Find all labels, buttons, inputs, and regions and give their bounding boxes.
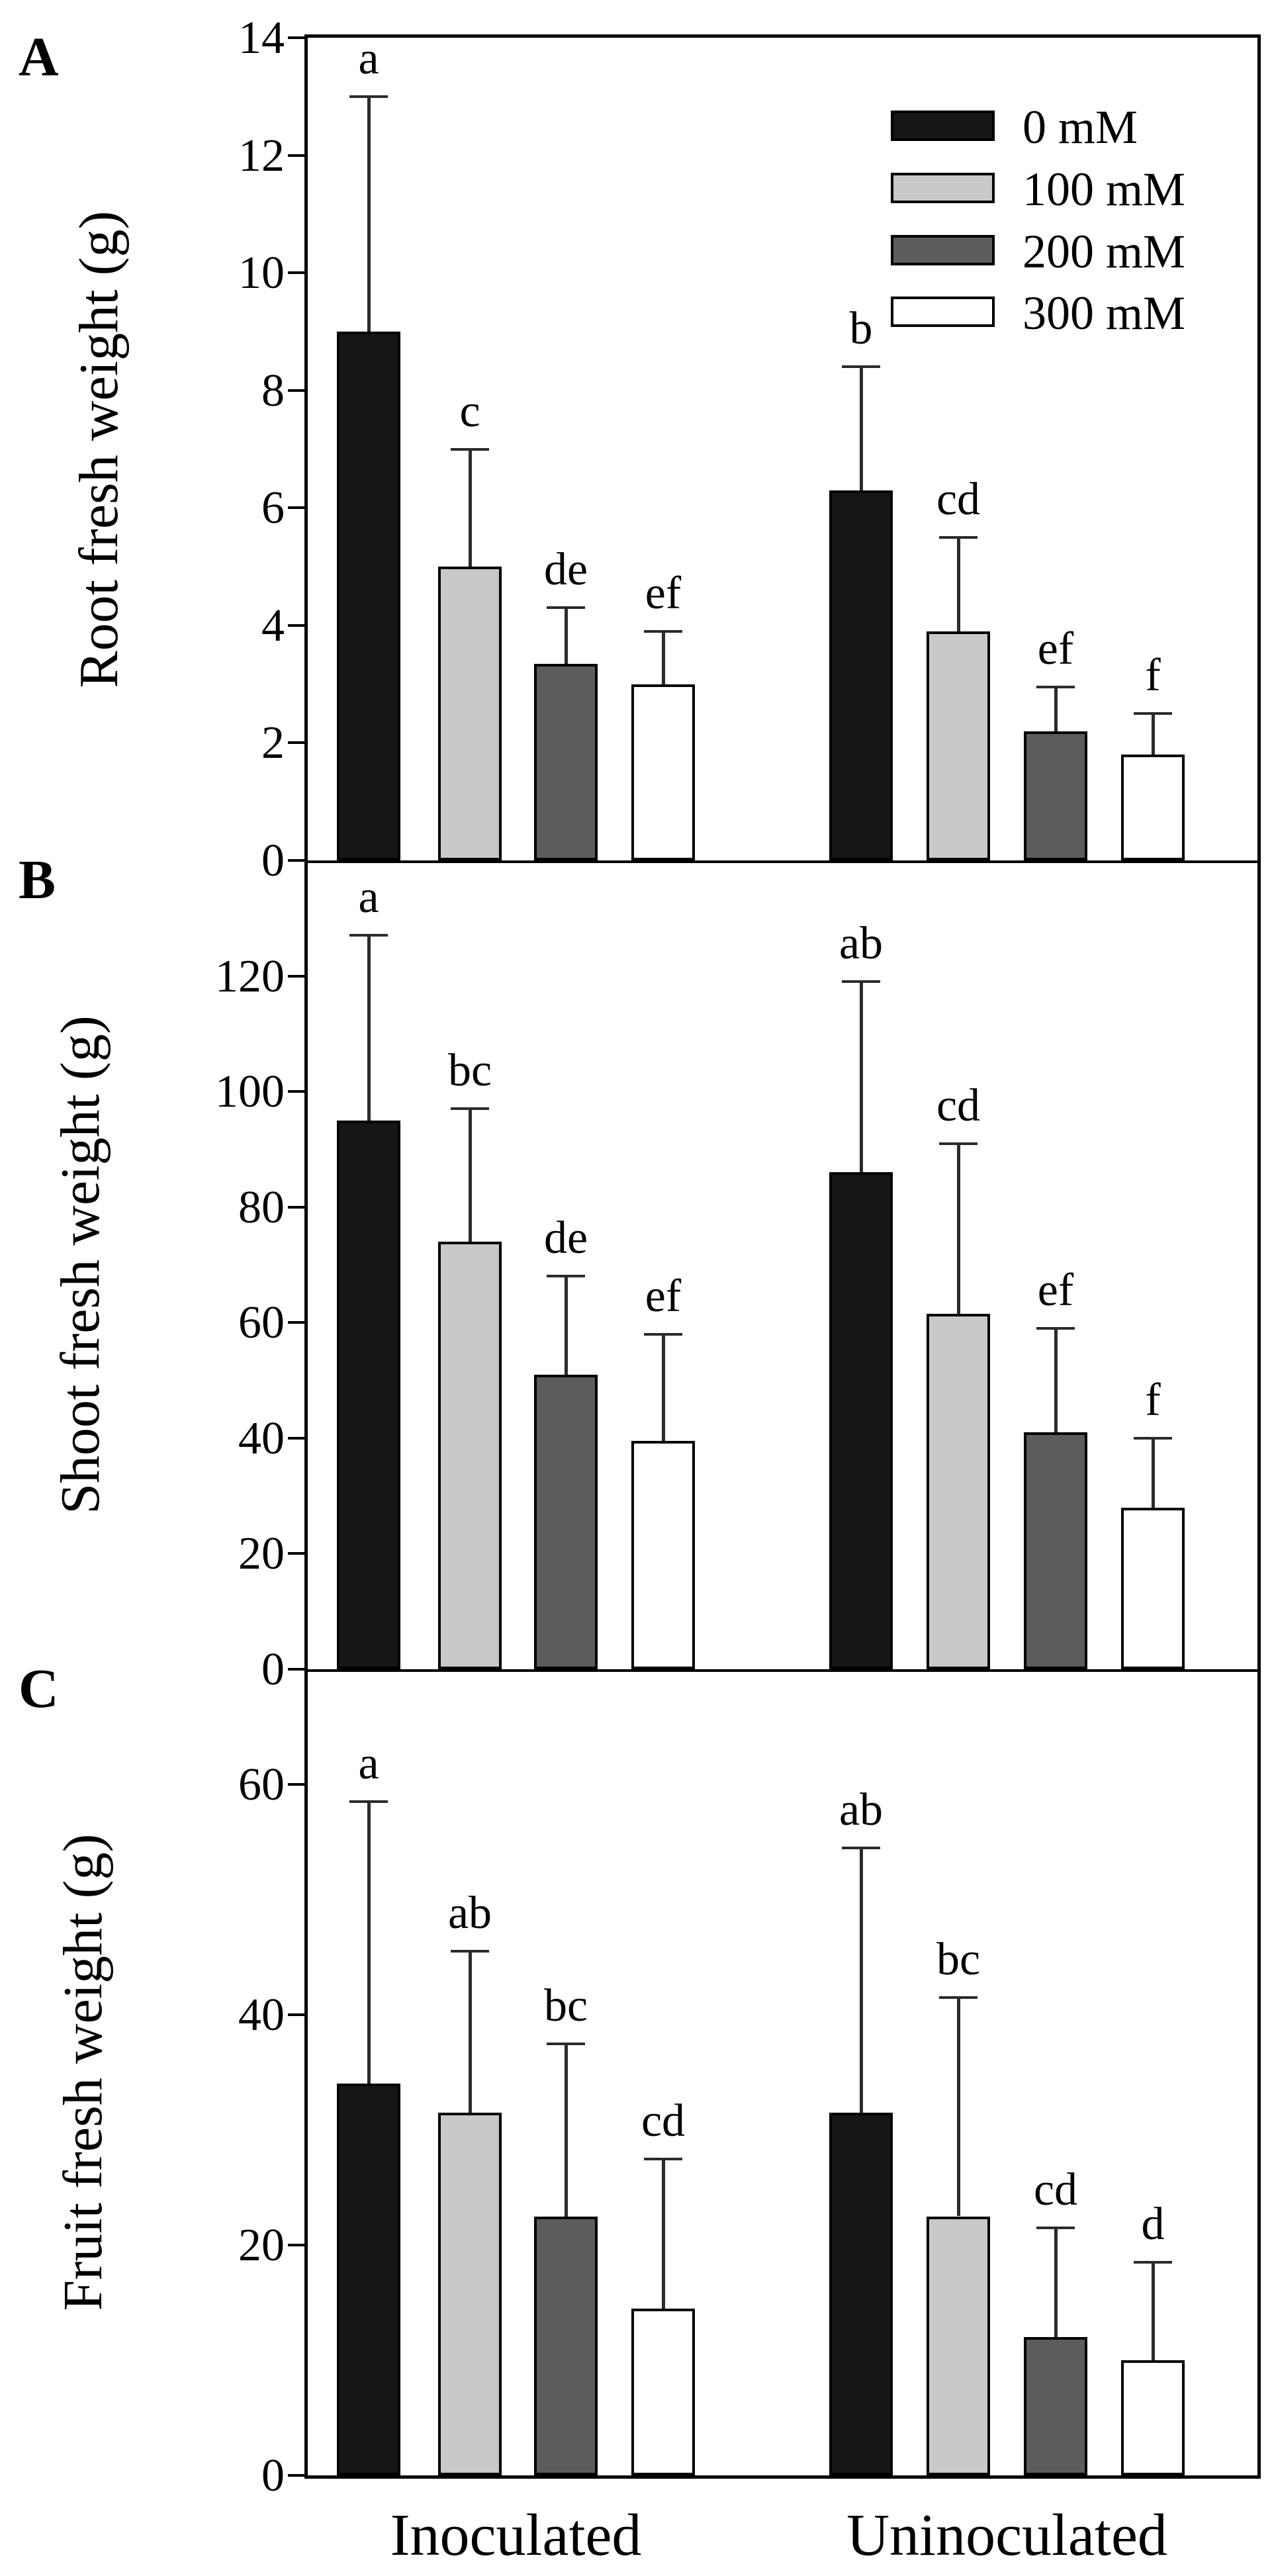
significance-letter: ab xyxy=(839,918,884,970)
y-axis-title: Shoot fresh weight (g) xyxy=(50,1015,111,1514)
y-tick-label: 4 xyxy=(261,600,285,651)
bar xyxy=(829,2113,893,2475)
bar xyxy=(438,2113,502,2475)
bar xyxy=(1121,1508,1185,1669)
y-tick-label: 20 xyxy=(238,1528,285,1580)
y-tick xyxy=(288,975,308,978)
error-bar-line xyxy=(1152,713,1155,755)
bar xyxy=(631,2309,695,2475)
significance-letter: de xyxy=(543,544,588,596)
bar xyxy=(927,1314,990,1669)
x-axis-line xyxy=(304,2475,1261,2478)
error-bar-cap xyxy=(842,365,880,368)
x-category-label: Uninoculated xyxy=(846,2503,1167,2568)
y-tick xyxy=(288,1437,308,1440)
error-bar-cap xyxy=(842,1847,880,1849)
y-tick xyxy=(288,506,308,509)
bar xyxy=(534,1375,598,1669)
significance-letter: cd xyxy=(1033,2164,1078,2215)
bar xyxy=(1024,1432,1087,1669)
significance-letter: bc xyxy=(936,1933,981,1985)
legend-swatch xyxy=(891,173,995,203)
error-bar-cap xyxy=(1134,2261,1172,2264)
error-bar-line xyxy=(957,537,960,631)
error-bar-cap xyxy=(939,536,977,539)
error-bar-cap xyxy=(451,448,489,451)
y-tick-label: 12 xyxy=(238,130,285,181)
y-tick xyxy=(288,1090,308,1093)
y-tick-label: 0 xyxy=(261,2450,285,2501)
bar xyxy=(337,2084,400,2475)
legend-label: 100 mM xyxy=(1022,163,1186,216)
significance-letter: ef xyxy=(1037,623,1074,675)
error-bar-line xyxy=(1152,2262,1155,2360)
y-tick xyxy=(288,1552,308,1555)
y-tick-label: 0 xyxy=(261,1644,285,1695)
significance-letter: cd xyxy=(641,2095,686,2146)
significance-letter: de xyxy=(543,1213,588,1264)
y-tick-label: 40 xyxy=(238,1990,285,2041)
error-bar-cap xyxy=(939,1996,977,1999)
error-bar-cap xyxy=(1134,1437,1172,1440)
error-bar-cap xyxy=(451,1107,489,1110)
y-axis-title: Fruit fresh weight (g) xyxy=(52,1833,114,2311)
y-tick xyxy=(288,154,308,157)
error-bar-line xyxy=(662,2159,665,2309)
error-bar-line xyxy=(1152,1438,1155,1508)
legend-swatch xyxy=(891,235,995,265)
bar xyxy=(1121,2360,1185,2475)
significance-letter: f xyxy=(1145,1374,1161,1426)
y-tick-label: 0 xyxy=(261,835,285,886)
significance-letter: bc xyxy=(543,1980,588,2031)
error-bar-line xyxy=(860,367,863,490)
legend-label: 0 mM xyxy=(1022,101,1138,154)
significance-letter: ef xyxy=(1037,1265,1074,1316)
bar xyxy=(1024,2337,1087,2475)
x-category-label: Inoculated xyxy=(390,2503,642,2568)
panel-divider xyxy=(304,1669,1261,1672)
legend-label: 200 mM xyxy=(1022,225,1186,278)
panel-label-B: B xyxy=(19,849,56,911)
significance-letter: b xyxy=(849,303,873,355)
y-tick-label: 60 xyxy=(238,1297,285,1349)
y-tick-label: 8 xyxy=(261,365,285,416)
bar xyxy=(1121,755,1185,860)
y-tick xyxy=(288,741,308,744)
y-tick-label: 40 xyxy=(238,1412,285,1464)
error-bar-cap xyxy=(644,630,682,633)
bar xyxy=(337,1121,400,1669)
bar xyxy=(1024,731,1087,860)
y-tick-label: 60 xyxy=(238,1759,285,1810)
bar xyxy=(631,684,695,860)
error-bar-line xyxy=(367,1802,371,2084)
y-tick xyxy=(288,271,308,274)
legend-label: 300 mM xyxy=(1022,287,1186,340)
error-bar-line xyxy=(860,982,863,1172)
error-bar-cap xyxy=(1134,712,1172,715)
significance-letter: c xyxy=(459,385,480,437)
y-tick-label: 20 xyxy=(238,2220,285,2271)
significance-letter: bc xyxy=(447,1045,492,1097)
y-tick xyxy=(288,1206,308,1209)
error-bar-cap xyxy=(451,1950,489,1953)
y-tick-label: 2 xyxy=(261,717,285,769)
significance-letter: d xyxy=(1141,2199,1165,2250)
error-bar-cap xyxy=(644,1333,682,1336)
error-bar-line xyxy=(662,1334,665,1441)
significance-letter: a xyxy=(358,872,379,923)
panel-label-A: A xyxy=(19,26,59,88)
y-tick xyxy=(288,389,308,392)
error-bar-cap xyxy=(842,980,880,983)
bar xyxy=(927,2217,990,2476)
legend-swatch xyxy=(891,297,995,327)
bar xyxy=(534,2217,598,2476)
error-bar-line xyxy=(367,97,371,332)
legend-swatch xyxy=(891,111,995,141)
error-bar-cap xyxy=(349,95,388,98)
error-bar-cap xyxy=(349,1800,388,1803)
bar xyxy=(631,1441,695,1669)
significance-letter: f xyxy=(1145,650,1161,702)
error-bar-cap xyxy=(547,2043,585,2045)
error-bar-line xyxy=(469,1951,472,2113)
error-bar-line xyxy=(662,631,665,684)
y-tick-label: 120 xyxy=(215,950,285,1002)
y-tick-label: 80 xyxy=(238,1181,285,1233)
y-tick xyxy=(288,2013,308,2016)
y-tick-label: 100 xyxy=(215,1066,285,1118)
significance-letter: cd xyxy=(936,473,981,525)
error-bar-cap xyxy=(349,934,388,937)
significance-letter: ab xyxy=(447,1888,492,1939)
y-tick xyxy=(288,624,308,627)
significance-letter: a xyxy=(358,1738,379,1790)
error-bar-cap xyxy=(644,2158,682,2160)
significance-letter: cd xyxy=(936,1080,981,1131)
y-axis-title: Root fresh weight (g) xyxy=(68,210,130,688)
bar xyxy=(534,664,598,860)
error-bar-cap xyxy=(1036,1327,1075,1330)
bar xyxy=(438,567,502,860)
significance-letter: ef xyxy=(645,1270,682,1322)
bar xyxy=(829,1172,893,1669)
significance-letter: ab xyxy=(839,1784,884,1835)
significance-letter: ef xyxy=(645,567,682,619)
y-tick xyxy=(288,1321,308,1324)
error-bar-cap xyxy=(939,1142,977,1145)
y-tick-label: 14 xyxy=(238,13,285,64)
panel-label-C: C xyxy=(19,1658,59,1720)
bar xyxy=(829,490,893,860)
panel-divider xyxy=(304,860,1261,863)
y-tick-label: 6 xyxy=(261,483,285,534)
significance-letter: a xyxy=(358,32,379,84)
bar xyxy=(438,1242,502,1669)
y-tick xyxy=(288,2244,308,2246)
y-tick-label: 10 xyxy=(238,248,285,299)
